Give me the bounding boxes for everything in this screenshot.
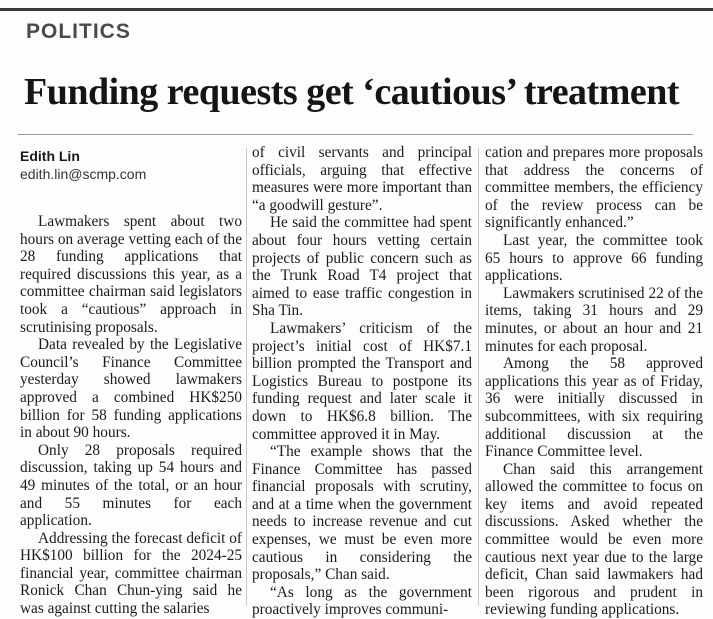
article-paragraph: He said the committee had spent about four hours vetting certain projects of public concern such as the Trunk Road T4 project that aimed to ease traffic congestion in Sha Tin. [252,214,472,320]
column-2-body [252,144,472,619]
article-paragraph: of civil servants and principal officials, arguing that effective measures were more important than “a goodwill gesture”. [252,144,472,214]
article-paragraph: “The example shows that the Finance Committee has passed financial proposals with scrutiny, and at a time when the government needs to increase revenue and cut expenses, we must be even more cautious in considering the proposals,” Chan said. [252,443,472,584]
column-divider [246,148,247,606]
article-column-3 [485,144,703,619]
article-column-2 [252,144,472,619]
column-3-body [485,144,703,619]
article-paragraph: Chan said this arrangement allowed the committee to focus on key items and avoid repeated discussions. Asked whether the committee would be even more cautious next year due to the large deficit, Chan said lawmakers had been rigorous and prudent in reviewing funding applications. [485,460,703,619]
column-divider [478,148,479,606]
article-paragraph: Addressing the forecast deficit of HK$100 billion for the 2024-25 financial year, committee chairman Ronick Chan Chun-ying said he was against cutting the salaries [20,529,242,618]
column-1-body [20,213,242,618]
article-paragraph: Among the 58 approved applications this year as of Friday, 36 were initially discussed in subcommittees, with six requiring additional discussion at the Finance Committee level. [485,355,703,461]
article-paragraph: “As long as the government proactively improves communi- [252,583,472,619]
article-paragraph: Only 28 proposals required discussion, taking up 54 hours and 49 minutes of the total, or an hour and 55 minutes for each application. [20,441,242,530]
article-paragraph: cation and prepares more proposals that address the concerns of committee members, the efficiency of the review process can be significantly enhanced.” [485,144,703,232]
article-paragraph: Lawmakers’ criticism of the project’s initial cost of HK$7.1 billion prompted the Transport and Logistics Bureau to postpone its funding request and later scale it down to HK$6.8 billion. The committee approved it in May. [252,319,472,443]
article-paragraph: Lawmakers scrutinised 22 of the items, taking 31 hours and 29 minutes, or about an hour and 21 minutes for each proposal. [485,284,703,355]
section-label: POLITICS [26,20,131,43]
article-column-1 [20,144,242,618]
article-paragraph: Lawmakers spent about two hours on average vetting each of the 28 funding applications that required discussions this year, as a committee chairman said legislators took a “cautious” approach in scrutinising proposals. [20,213,242,336]
article-paragraph: Data revealed by the Legislative Council’s Finance Committee yesterday showed lawmakers approved a combined HK$250 billion for 58 funding applications in about 90 hours. [20,336,242,442]
byline-spacer [20,183,242,213]
headline: Funding requests get ‘cautious’ treatment [24,71,680,113]
headline-rule [18,134,693,135]
byline-name: Edith Lin [20,148,80,164]
top-rule [0,8,713,11]
article-paragraph: Last year, the committee took 65 hours to approve 66 funding applications. [485,231,703,285]
byline-email[interactable]: edith.lin@scmp.com [20,166,147,182]
